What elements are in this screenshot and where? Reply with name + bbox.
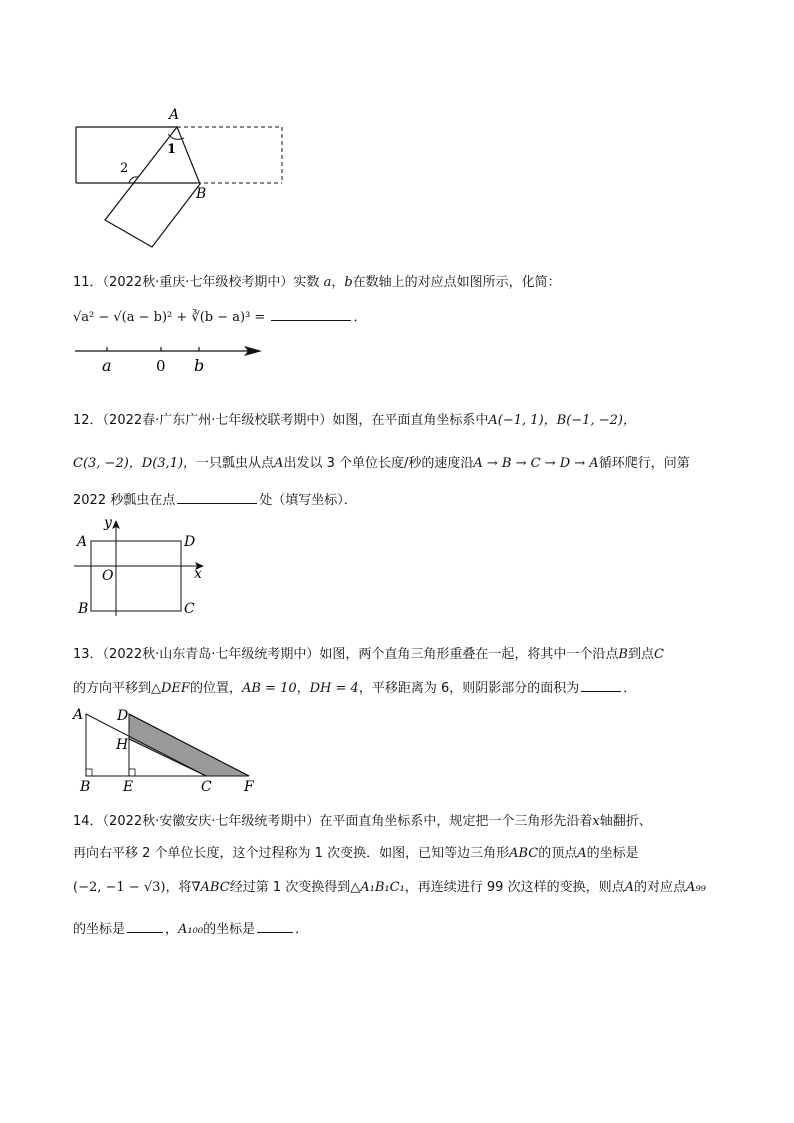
q12-line2-text-c: 循环爬行，问第 (598, 456, 690, 471)
fold-figure (60, 100, 300, 255)
q11-expression: √a² − √(a − b)² + ∛(b − a)³ = (73, 310, 266, 325)
coord-label-O: O (102, 568, 114, 584)
q14-var-x: x (592, 814, 600, 829)
q13-var-B: B (618, 647, 628, 662)
q11-text-a: 实数 (293, 275, 320, 290)
q12-line1-text: 如图，在平面直角坐标系中 (332, 413, 489, 428)
triangles-figure (70, 703, 270, 795)
coord-label-y: y (104, 515, 112, 531)
q11-comma: ， (331, 275, 345, 290)
q13-number: 13． (73, 647, 103, 662)
q14-line4-text-b: 的坐标是 (203, 922, 256, 937)
q14-line1-text-a: 在平面直角坐标系中，规定把一个三角形先沿着 (319, 814, 593, 829)
q14-var-abc: ABC (509, 846, 539, 861)
q11-text-b: 在数轴上的对应点如图所示，化简： (352, 275, 561, 290)
q14-line2-text-b: 的顶点 (538, 846, 578, 861)
q13-triangle-def: △DEF (151, 681, 190, 696)
q13-line2: 的方向平移到△DEF的位置，AB = 10，DH = 4，平移距离为 6，则阴影部分的面积为 ． (73, 681, 637, 696)
q13-dh-value: DH = 4 (309, 681, 359, 696)
q14-line2-text-a: 再向右平移 2 个单位长度，这个过程称为 1 次变换．如图，已知等边三角形 (73, 846, 510, 861)
tri-label-D: D (117, 708, 129, 724)
q13-ab-value: AB = 10 (241, 681, 297, 696)
q14-point-A: A (624, 880, 634, 895)
q13-line2-text-c: ，平移距离为 6，则阴影部分的面积为 (358, 681, 580, 696)
q14-line3-text-c: ，再连续进行 99 次这样的变换，则点 (404, 880, 625, 895)
q14-line4-end: ． (295, 922, 309, 937)
q12-points-cd: C(3, −2)，D(3,1)， (73, 456, 197, 471)
fig10-label-B: B (196, 186, 207, 202)
q13-line2-text-b: 的位置， (189, 681, 242, 696)
q14-coordinate: (−2, −1 − √3) (73, 880, 166, 895)
fig10-label-A: A (169, 107, 180, 123)
q14-var-A: A (577, 846, 587, 861)
fig10-label-2: 2 (120, 161, 129, 176)
q14-answer-blank-1[interactable] (127, 931, 163, 933)
q11-var-a: a (323, 275, 332, 290)
q11-line1 (73, 271, 561, 290)
q14-triangle-1: △A₁B₁C₁ (350, 880, 405, 895)
q12-line3-text-b: 处（填写坐标）． (259, 493, 357, 508)
number-line-label-0: 0 (156, 357, 166, 375)
q12-points-ab: A(−1, 1)，B(−1, −2)， (488, 413, 636, 428)
fig10-label-1: 1 (167, 142, 177, 157)
q14-line3-text-b: 经过第 1 次变换得到 (229, 880, 351, 895)
q12-line2 (73, 452, 690, 471)
coord-label-A: A (77, 534, 88, 550)
q12-path: A → B → C → D → A (473, 456, 599, 471)
tri-label-B: B (80, 779, 91, 795)
q13-var-C: C (654, 647, 664, 662)
q14-line4: 的坐标是 ，A₁₀₀的坐标是 ． (73, 922, 309, 937)
q11-period: ． (353, 310, 367, 325)
number-line-label-a: a (102, 356, 112, 375)
q13-source: （2022秋·山东青岛·七年级统考期中） (102, 647, 320, 662)
number-line (70, 338, 270, 378)
tri-label-F: F (244, 779, 254, 795)
q11-source: （2022秋·重庆·七年级校考期中） (102, 275, 294, 290)
coord-label-D: D (184, 534, 196, 550)
tri-label-A: A (73, 707, 84, 723)
q14-point-A99: A₉₉ (685, 880, 706, 895)
coord-label-B: B (78, 601, 89, 617)
tri-label-E: E (123, 779, 134, 795)
q11-expression-line (73, 306, 366, 325)
q11-var-b: b (344, 275, 353, 290)
q13-answer-blank[interactable] (581, 690, 621, 692)
q14-source: （2022秋·安徽安庆·七年级统考期中） (102, 814, 320, 829)
q14-answer-blank-2[interactable] (257, 931, 293, 933)
q14-line2-text-c: 的坐标是 (586, 846, 639, 861)
q14-line2 (73, 842, 639, 861)
q11-answer-blank[interactable] (271, 319, 351, 321)
q13-line2-end: ． (623, 681, 637, 696)
q14-line3 (73, 876, 706, 895)
q14-triangle: ∇ABC (191, 880, 230, 895)
q13-line1-text: 如图，两个直角三角形重叠在一起，将其中一个沿点 (319, 647, 619, 662)
q14-point-A100: A₁₀₀ (178, 922, 204, 937)
q13-line1-mid: 到点 (627, 647, 654, 662)
coord-label-x: x (194, 566, 202, 582)
coord-label-C: C (184, 601, 195, 617)
q12-line2-text-a: 一只瓢虫从点 (196, 456, 275, 471)
tri-label-C: C (201, 779, 212, 795)
q14-number: 14． (73, 814, 103, 829)
q12-line2-text-b: 出发以 3 个单位长度/秒的速度沿 (283, 456, 474, 471)
q12-var-A: A (274, 456, 284, 471)
q12-line1 (73, 409, 636, 428)
q12-answer-blank[interactable] (177, 502, 257, 504)
tri-label-H: H (116, 737, 129, 753)
q14-line1-text-b: 轴翻折、 (599, 814, 652, 829)
q12-source: （2022春·广东广州·七年级校联考期中） (102, 413, 333, 428)
q12-number: 12． (73, 413, 103, 428)
q14-line3-text-a: ，将 (165, 880, 192, 895)
q12-line3 (73, 489, 357, 508)
number-line-label-b: b (194, 356, 205, 375)
q11-number: 11． (73, 275, 103, 290)
q12-line3-text-a: 2022 秒瓢虫在点 (73, 493, 176, 508)
coordinate-figure (70, 512, 220, 620)
q14-line4-text-a: 的坐标是 (73, 922, 126, 937)
q13-line2-text-a: 的方向平移到 (73, 681, 152, 696)
q14-line1 (73, 810, 652, 829)
q13-line1 (73, 643, 664, 662)
q14-line3-text-d: 的对应点 (633, 880, 686, 895)
